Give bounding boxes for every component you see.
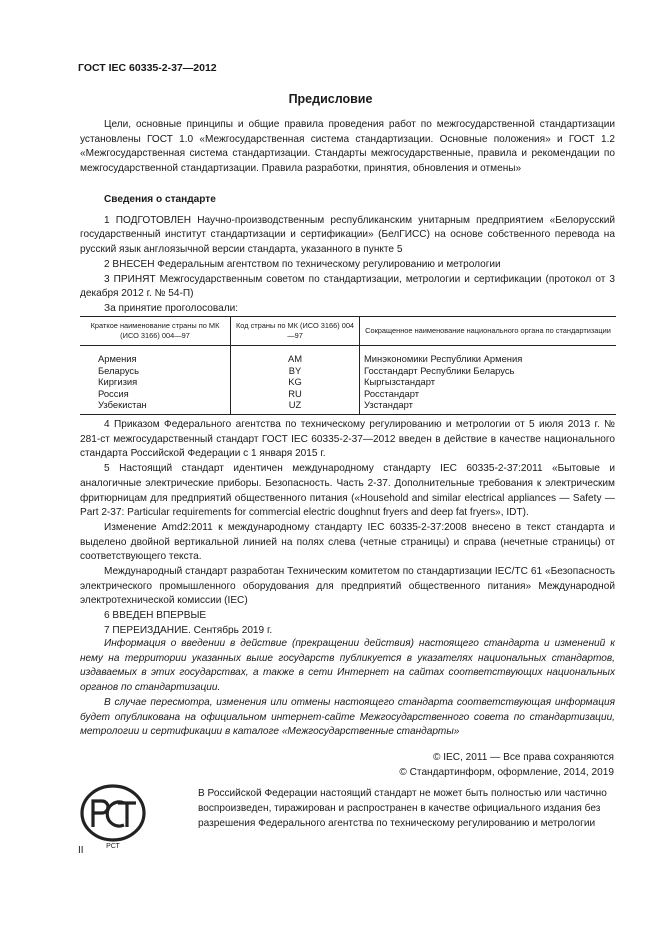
country-name: Россия <box>98 387 129 399</box>
table-row <box>80 365 616 377</box>
about-continued-block <box>80 418 615 639</box>
notice-para-1: Информация о введении в действие (прекращении действия) настоящего стандарта и изменений к нему на территории указанных выше государств публикуется в указателях национальных стандартов, издаваемых в этих государствах, а также в сети Интернет на сайтах соответствующих национальных органов по стандартизации. <box>80 638 615 694</box>
about-item-4: 4 Приказом Федерального агентства по техническому регулированию и метрологии от 5 июля 2013 г. № 281-ст межгосударственный стандарт ГОСТ IEC 60335-2-37—2012 введен в действие в качестве национального стандарта Российской Федерации с 1 января 2015 г. <box>80 419 615 460</box>
rst-emblem-icon <box>78 781 148 851</box>
about-item-1: 1 ПОДГОТОВЛЕН Научно-производственным республиканским унитарным предприятием «Белорусский государственный институт стандартизации и сертификации» (БелГИСС) на основе собственного перевода на русский язык англоязычной версии стандарта, указанного в пункте 5 <box>80 214 615 256</box>
standard-code-header: ГОСТ IEC 60335-2-37—2012 <box>78 62 217 74</box>
country-name: Киргизия <box>98 376 138 387</box>
standards-body: Кыргызстандарт <box>364 376 436 387</box>
country-code: AM <box>231 346 360 365</box>
preface-intro-block <box>80 118 615 177</box>
rf-reproduction-notice: В Российской Федерации настоящий стандарт не может быть полностью или частично воспроизведен, тиражирован и распространен в качестве официального издания без разрешения Федерального агентства по техническому регулированию и метрологии <box>198 788 607 829</box>
standards-body: Росстандарт <box>364 387 419 399</box>
table-row <box>80 346 616 365</box>
about-item-3: 3 ПРИНЯТ Межгосударственным советом по стандартизации, метрологии и сертификации (протокол от 3 декабря 2012 г. № 54-П) <box>80 273 615 300</box>
about-item-6: 6 ВВЕДЕН ВПЕРВЫЕ <box>104 610 207 622</box>
table-row <box>80 399 616 414</box>
table-row <box>80 388 616 400</box>
country-name: Узбекистан <box>80 399 231 414</box>
standards-body: Минэкономики Республики Армения <box>364 353 523 364</box>
about-standard-block <box>80 193 615 317</box>
table-header-body: Сокращенное наименование национального органа по стандартизации <box>360 317 617 346</box>
table-header-code: Код страны по МК (ИСО 3166) 004—97 <box>231 317 360 346</box>
preface-title: Предисловие <box>288 92 373 106</box>
about-heading: Сведения о стандарте <box>104 194 216 205</box>
amendment-note: Изменение Amd2:2011 к международному стандарту IEC 60335-2-37:2008 внесено в текст стандарта и выделено двойной вертикальной линией на полях слева (четные страницы) и справа (нечетные страницы) от соответствующего текста. <box>80 521 615 563</box>
copyright-standartinform: © Стандартинформ, оформление, 2014, 2019 <box>399 767 614 778</box>
developer-note: Международный стандарт разработан Техническим комитетом по стандартизации IEC/TC 61 «Безопасность электрического промышленного оборудования для предприятий общественного питания» Международной электротехнической комиссии (IEC) <box>80 566 615 607</box>
preface-intro: Цели, основные принципы и общие правила проведения работ по межгосударственной стандартизации установлены ГОСТ 1.0 «Межгосударственная система стандартизации. Основные положения» и ГОСТ 1.2 «Межгосударственная система стандартизации. Стандарты межгосударственные, правила и рекомендации по межгосударственной стандартизации. Правила разработки, принятия, обновления и отмены» <box>80 119 615 175</box>
country-code: BY <box>231 365 360 377</box>
table-header-country: Краткое наименование страны по МК (ИСО 3166) 004—97 <box>80 317 231 346</box>
country-code: RU <box>231 388 360 400</box>
page-number: II <box>78 845 84 856</box>
copyright-block <box>399 750 614 780</box>
country-name: Беларусь <box>98 364 140 376</box>
country-code: KG <box>231 376 360 388</box>
about-item-7: 7 ПЕРЕИЗДАНИЕ. Сентябрь 2019 г. <box>104 624 273 636</box>
notice-para-2: В случае пересмотра, изменения или отмены настоящего стандарта соответствующая информация будет опубликована на официальном интернет-сайте Межгосударственного совета по стандартизации, метрологии и сертификации в каталоге «Межгосударственные стандарты» <box>80 696 615 738</box>
about-item-2: 2 ВНЕСЕН Федеральным агентством по техническому регулированию и метрологии <box>104 258 501 270</box>
about-item-5: 5 Настоящий стандарт идентичен международному стандарту IEC 60335-2-37:2011 «Бытовые и аналогичные электрические приборы. Безопасность. Часть 2-37. Дополнительные требования к электрическим фритюрницам для предприятий общественного питания («Household and similar electrical appliances — Safety — Part 2-37: Particular requirements for commercial electric doughnut fryers and deep fat fryers», IDT). <box>80 463 615 519</box>
table-row <box>80 376 616 388</box>
standards-body: Госстандарт Республики Беларусь <box>364 364 515 376</box>
table-header-row <box>80 317 616 346</box>
country-name: Армения <box>98 353 137 364</box>
country-code: UZ <box>231 399 360 414</box>
publication-notice <box>80 637 615 740</box>
voting-countries-table <box>80 316 616 415</box>
voted-label: За принятие проголосовали: <box>104 302 239 314</box>
emblem-text: РСТ <box>106 843 120 850</box>
standards-body: Узстандарт <box>360 399 617 414</box>
copyright-iec: © IEC, 2011 — Все права сохраняются <box>433 752 614 763</box>
